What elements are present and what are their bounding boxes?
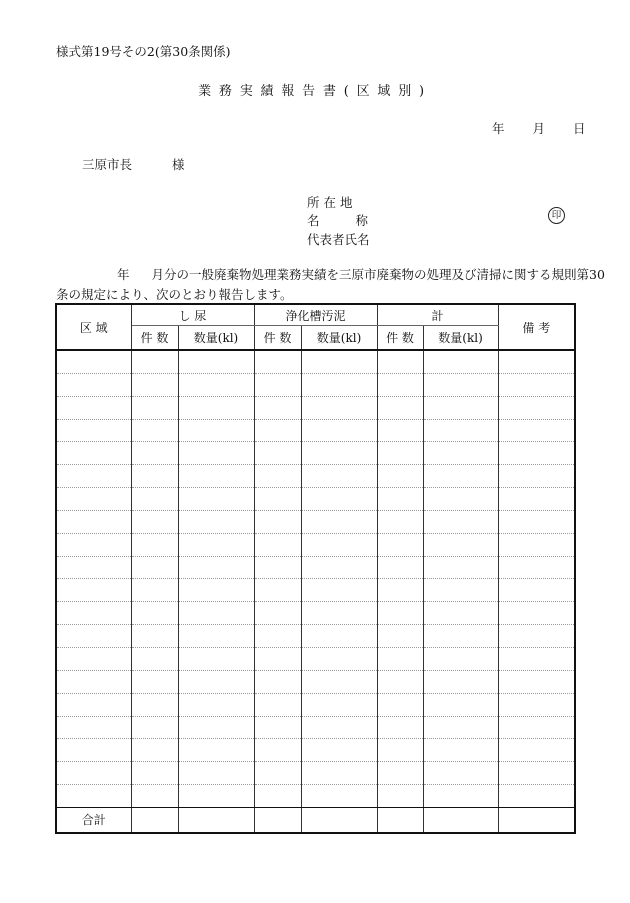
table-cell[interactable] [377, 625, 423, 648]
table-row [56, 350, 575, 373]
table-cell[interactable] [178, 465, 254, 488]
table-cell[interactable] [56, 510, 131, 533]
table-cell[interactable] [301, 488, 377, 511]
table-cell[interactable] [377, 762, 423, 785]
table-cell[interactable] [423, 670, 498, 693]
table-cell[interactable] [56, 442, 131, 465]
total-row [56, 807, 575, 833]
table-cell[interactable] [498, 625, 575, 648]
table-row [56, 625, 575, 648]
table-cell[interactable] [377, 465, 423, 488]
table-cell[interactable] [498, 807, 575, 833]
table-cell[interactable] [498, 716, 575, 739]
table-cell[interactable] [131, 465, 178, 488]
table-cell[interactable] [254, 419, 301, 442]
table-cell[interactable] [254, 807, 301, 833]
header-amount: 数量(kl) [423, 326, 498, 351]
table-cell[interactable] [498, 693, 575, 716]
table-cell[interactable] [254, 533, 301, 556]
table-cell[interactable] [498, 762, 575, 785]
table-cell[interactable] [301, 716, 377, 739]
address-label: 所 在 地 [307, 195, 353, 210]
report-table [55, 303, 576, 834]
table-cell[interactable] [178, 533, 254, 556]
table-row [56, 739, 575, 762]
table-cell[interactable] [254, 350, 301, 373]
table-cell[interactable] [498, 510, 575, 533]
table-cell[interactable] [423, 510, 498, 533]
table-cell[interactable] [377, 807, 423, 833]
table-cell[interactable] [56, 602, 131, 625]
table-cell[interactable] [131, 579, 178, 602]
table-row [56, 488, 575, 511]
table-cell[interactable] [377, 419, 423, 442]
table-cell[interactable] [131, 785, 178, 808]
table-cell[interactable] [56, 465, 131, 488]
table-cell[interactable] [301, 373, 377, 396]
table-cell[interactable] [178, 647, 254, 670]
table-cell[interactable] [498, 579, 575, 602]
table-cell[interactable] [423, 739, 498, 762]
table-cell[interactable] [377, 693, 423, 716]
table-row [56, 556, 575, 579]
table-cell[interactable] [178, 488, 254, 511]
header-group-nightsoil: し 尿 [131, 304, 254, 326]
table-row [56, 442, 575, 465]
table-cell[interactable] [56, 739, 131, 762]
table-row [56, 693, 575, 716]
table-cell[interactable] [56, 670, 131, 693]
table-cell[interactable] [178, 670, 254, 693]
table-cell[interactable] [178, 762, 254, 785]
table-body [56, 350, 575, 833]
table-cell[interactable] [131, 488, 178, 511]
date-line [492, 119, 585, 137]
addressee-honorific: 様 [172, 157, 185, 172]
table-cell[interactable] [498, 488, 575, 511]
table-cell[interactable] [377, 647, 423, 670]
table-cell[interactable] [301, 785, 377, 808]
table-cell[interactable] [377, 556, 423, 579]
table-cell[interactable] [301, 396, 377, 419]
table-cell[interactable] [131, 716, 178, 739]
table-cell[interactable] [56, 625, 131, 648]
table-cell[interactable] [423, 785, 498, 808]
table-cell[interactable] [56, 693, 131, 716]
table-cell[interactable] [178, 739, 254, 762]
table-row [56, 396, 575, 419]
table-cell[interactable] [498, 670, 575, 693]
table-cell[interactable] [377, 373, 423, 396]
table-cell[interactable] [423, 373, 498, 396]
table-cell[interactable] [377, 602, 423, 625]
table-row [56, 602, 575, 625]
table-cell[interactable] [254, 693, 301, 716]
table-cell[interactable] [254, 396, 301, 419]
addressee-name: 三原市長 [82, 157, 133, 172]
table-cell[interactable] [254, 579, 301, 602]
table-cell[interactable] [423, 807, 498, 833]
table-cell[interactable] [377, 579, 423, 602]
form-number: 様式第19号その2(第30条関係) [56, 44, 231, 59]
table-cell[interactable] [131, 647, 178, 670]
table-cell[interactable] [498, 350, 575, 373]
table-cell[interactable] [377, 396, 423, 419]
table-cell[interactable] [56, 647, 131, 670]
table-cell[interactable] [56, 419, 131, 442]
table-cell[interactable] [254, 488, 301, 511]
table-row [56, 510, 575, 533]
body-text-line1 [117, 265, 605, 283]
table-cell[interactable] [131, 419, 178, 442]
header-amount: 数量(kl) [178, 326, 254, 351]
table-cell[interactable] [301, 556, 377, 579]
table-cell[interactable] [56, 533, 131, 556]
table-cell[interactable] [377, 716, 423, 739]
table-cell[interactable] [56, 556, 131, 579]
table-cell[interactable] [301, 762, 377, 785]
table-cell[interactable] [254, 739, 301, 762]
table-cell[interactable] [254, 670, 301, 693]
table-cell[interactable] [423, 419, 498, 442]
table-cell[interactable] [423, 579, 498, 602]
table-cell[interactable] [498, 373, 575, 396]
table-cell[interactable] [178, 556, 254, 579]
table-cell[interactable] [301, 625, 377, 648]
body-line1-rest: 月分の一般廃棄物処理業務実績を三原市廃棄物の処理及び清掃に関する規則第30 [151, 267, 605, 282]
table-cell[interactable] [178, 602, 254, 625]
table-cell[interactable] [178, 716, 254, 739]
table-row [56, 647, 575, 670]
table-cell[interactable] [498, 396, 575, 419]
table-cell[interactable] [498, 785, 575, 808]
table-cell[interactable] [377, 442, 423, 465]
table-row [56, 465, 575, 488]
table-cell[interactable] [301, 739, 377, 762]
date-year: 年 [492, 121, 505, 136]
date-day: 日 [572, 121, 586, 136]
table-cell[interactable] [254, 625, 301, 648]
table-cell[interactable] [423, 442, 498, 465]
table-cell[interactable] [423, 533, 498, 556]
table-cell[interactable] [254, 442, 301, 465]
table-row [56, 670, 575, 693]
table-cell[interactable] [131, 739, 178, 762]
table-cell[interactable] [301, 419, 377, 442]
table-cell[interactable] [131, 442, 178, 465]
header-remarks: 備 考 [498, 304, 575, 350]
table-cell[interactable] [498, 442, 575, 465]
table-cell[interactable] [254, 465, 301, 488]
table-cell[interactable] [423, 762, 498, 785]
table-cell[interactable] [254, 762, 301, 785]
table-cell[interactable] [423, 693, 498, 716]
date-month: 月 [532, 121, 545, 136]
table-row [56, 716, 575, 739]
table-cell[interactable] [254, 510, 301, 533]
table-cell[interactable] [254, 716, 301, 739]
table-cell[interactable] [498, 419, 575, 442]
table-cell[interactable] [56, 716, 131, 739]
table-cell[interactable] [131, 625, 178, 648]
table-cell[interactable] [301, 602, 377, 625]
table-cell[interactable] [131, 373, 178, 396]
table-cell[interactable] [423, 625, 498, 648]
table-cell[interactable] [423, 350, 498, 373]
table-cell[interactable] [301, 510, 377, 533]
table-cell[interactable] [498, 647, 575, 670]
table-cell[interactable] [178, 785, 254, 808]
body-year: 年 [117, 267, 130, 282]
table-cell[interactable] [301, 533, 377, 556]
page-title: 業務実績報告書(区域別) [198, 84, 432, 99]
table-cell[interactable] [178, 442, 254, 465]
table-cell[interactable] [377, 533, 423, 556]
table-cell[interactable] [498, 602, 575, 625]
seal-mark: 印 [548, 207, 565, 224]
body-text-line2: 条の規定により、次のとおり報告します。 [56, 287, 293, 302]
header-count: 件 数 [131, 326, 178, 351]
table-cell[interactable] [254, 602, 301, 625]
table-cell[interactable] [56, 785, 131, 808]
table-cell[interactable] [131, 556, 178, 579]
table-cell[interactable] [178, 693, 254, 716]
table-cell[interactable] [178, 579, 254, 602]
table-cell[interactable] [377, 739, 423, 762]
table-cell[interactable] [56, 396, 131, 419]
table-cell[interactable] [498, 465, 575, 488]
table-cell[interactable] [423, 647, 498, 670]
table-cell[interactable] [131, 510, 178, 533]
table-cell[interactable] [377, 350, 423, 373]
table-cell[interactable] [301, 465, 377, 488]
total-label: 合計 [56, 807, 131, 833]
name-label: 名 称 [307, 213, 368, 228]
table-cell[interactable] [423, 465, 498, 488]
table-cell[interactable] [178, 350, 254, 373]
table-cell[interactable] [498, 556, 575, 579]
table-cell[interactable] [178, 625, 254, 648]
table-cell[interactable] [377, 670, 423, 693]
table-cell[interactable] [56, 350, 131, 373]
table-cell[interactable] [423, 488, 498, 511]
table-cell[interactable] [498, 739, 575, 762]
table-cell[interactable] [56, 373, 131, 396]
table-cell[interactable] [423, 396, 498, 419]
table-cell[interactable] [131, 670, 178, 693]
table-cell[interactable] [377, 785, 423, 808]
table-cell[interactable] [131, 807, 178, 833]
table-cell[interactable] [301, 807, 377, 833]
table-cell[interactable] [178, 396, 254, 419]
table-cell[interactable] [498, 533, 575, 556]
table-row [56, 533, 575, 556]
table-cell[interactable] [423, 716, 498, 739]
table-cell[interactable] [56, 762, 131, 785]
table-cell[interactable] [301, 670, 377, 693]
header-count: 件 数 [377, 326, 423, 351]
table-cell[interactable] [178, 373, 254, 396]
table-cell[interactable] [56, 488, 131, 511]
header-group-septic-sludge: 浄化槽汚泥 [254, 304, 377, 326]
table-cell[interactable] [178, 510, 254, 533]
header-group-total: 計 [377, 304, 498, 326]
table-cell[interactable] [301, 647, 377, 670]
table-cell[interactable] [301, 693, 377, 716]
table-row [56, 419, 575, 442]
representative-label: 代表者氏名 [307, 232, 370, 247]
table-cell[interactable] [254, 556, 301, 579]
table-cell[interactable] [423, 602, 498, 625]
table-cell[interactable] [377, 510, 423, 533]
header-count: 件 数 [254, 326, 301, 351]
header-area: 区 域 [56, 304, 131, 350]
table-row [56, 785, 575, 808]
table-cell[interactable] [178, 419, 254, 442]
table-cell[interactable] [131, 350, 178, 373]
table-cell[interactable] [254, 373, 301, 396]
header-amount: 数量(kl) [301, 326, 377, 351]
table-cell[interactable] [301, 579, 377, 602]
table-row [56, 762, 575, 785]
table-cell[interactable] [254, 647, 301, 670]
table-cell[interactable] [254, 785, 301, 808]
table-cell[interactable] [131, 396, 178, 419]
table-cell[interactable] [377, 488, 423, 511]
table-cell[interactable] [178, 807, 254, 833]
table-row [56, 579, 575, 602]
table-cell[interactable] [301, 350, 377, 373]
table-row [56, 373, 575, 396]
table-cell[interactable] [56, 579, 131, 602]
table-cell[interactable] [131, 762, 178, 785]
table-cell[interactable] [301, 442, 377, 465]
table-cell[interactable] [423, 556, 498, 579]
table-cell[interactable] [131, 693, 178, 716]
table-cell[interactable] [131, 533, 178, 556]
table-cell[interactable] [131, 602, 178, 625]
